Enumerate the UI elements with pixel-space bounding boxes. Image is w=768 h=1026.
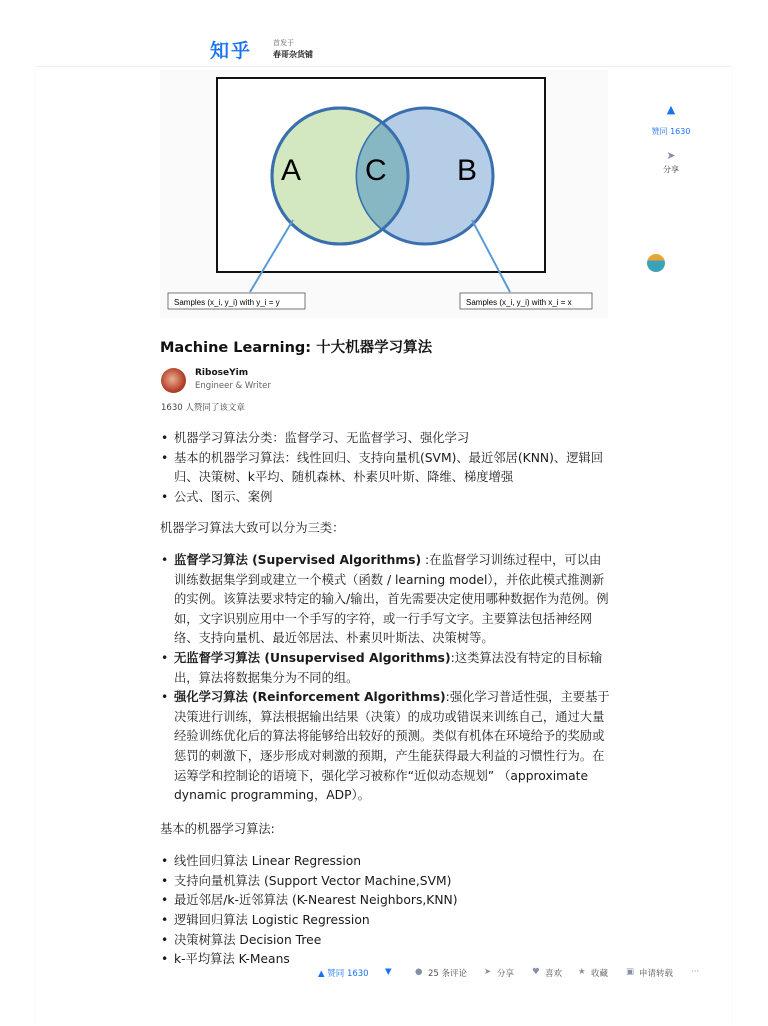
column-link[interactable]: 春哥杂货铺 [273,50,313,59]
caption-left: Samples (x_i, y_i) with y_i = y [174,298,280,307]
star-icon: ★ [578,967,586,977]
more-button[interactable]: ··· [691,967,700,977]
likes-count-text: 1630 人赞同了该文章 [161,403,245,413]
summary-list [160,429,610,507]
list-item: • 决策树算法 Decision Tree [160,931,321,951]
venn-diagram-figure [160,70,608,318]
heart-icon: ♥ [532,967,540,977]
list-item: • 无监督学习算法 (Unsupervised Algorithms):这类算法没有特定的目标输出，算法将数据集分为不同的组。 [160,649,610,688]
list-item: • k-平均算法 K-Means [160,950,290,970]
list-item: • 强化学习算法 (Reinforcement Algorithms):强化学习普适性强，主要基于决策进行训练，算法根据输出结果（决策）的成功或错误来训练自己，通过大量经验训练优化后的算法将能够给出较好的预测。类似有机体在环境给予的奖励或惩罚的刺激下，逐步形成对刺激的预期，产生能获得最大利益的习惯性行为。在运筹学和控制论的语境下，强化学习被称作“近似动态规划” （approximate dynamic programming，ADP）。 [160,688,610,806]
category-list [160,551,610,806]
upvote-arrow-icon[interactable]: ▲ [666,103,676,116]
intro-paragraph: 机器学习算法大致可以分为三类： [160,521,345,536]
upvote-button[interactable]: ▲ 赞同 1630 [318,969,369,979]
article-body [160,429,610,970]
share-button[interactable]: 分享 [497,969,515,979]
label-b: B [457,154,478,187]
reprint-icon: ▣ [626,967,635,977]
article-title: Machine Learning: 十大机器学习算法 [160,340,433,356]
list-item: • 机器学习算法分类：监督学习、无监督学习、强化学习 [160,429,469,449]
list-item: • 支持向量机算法 (Support Vector Machine,SVM) [160,872,451,892]
algorithm-list [160,852,610,970]
floating-sidebar [640,100,702,175]
downvote-button[interactable]: ▼ [385,967,392,977]
comment-icon: ● [415,967,423,977]
bottom-action-bar [310,960,730,988]
published-in-label: 首发于 [273,39,294,47]
label-a: A [281,154,302,187]
caption-right: Samples (x_i, y_i) with x_i = x [466,298,572,307]
favorite-button[interactable]: 收藏 [591,969,609,979]
top-bar [0,0,768,66]
share-plane-icon[interactable]: ➤ [666,149,676,162]
author-role: Engineer & Writer [195,381,271,391]
list-item: • 逻辑回归算法 Logistic Regression [160,911,370,931]
list-item: • 公式、图示、案例 [160,488,272,508]
zhihu-logo[interactable]: 知乎 [210,40,253,62]
author-avatar[interactable] [161,368,186,393]
list-item: • 监督学习算法 (Supervised Algorithms) :在监督学习训练过程中，可以由训练数据集学到或建立一个模式（函数 / learning model），并依此模式推测新的实例。该算法要求特定的输入/输出，首先需要决定使用哪种数据作为范例。例如，文字识别应用中一个手写的字符，或一行手写文字。主要算法包括神经网络、支持向量机、最近邻居法、朴素贝叶斯法、决策树等。 [160,551,610,649]
floating-app-icon[interactable] [647,254,665,272]
reprint-button[interactable]: 申请转载 [639,969,674,979]
label-c: C [365,154,387,187]
sidebar-share-button[interactable]: 分享 [663,165,679,174]
list-item: • 基本的机器学习算法：线性回归、支持向量机(SVM)、最近邻居(KNN)、逻辑回归、决策树、k平均、随机森林、朴素贝叶斯、降维、梯度增强 [160,449,610,488]
like-button[interactable]: 喜欢 [545,969,563,979]
sidebar-upvote-button[interactable]: 赞同 1630 [651,127,691,136]
author-name[interactable]: RiboseYim [195,368,249,378]
basic-heading: 基本的机器学习算法: [160,821,275,836]
share-icon: ➤ [484,967,492,977]
comments-button[interactable]: 25 条评论 [428,969,468,979]
list-item: • 最近邻居/k-近邻算法 (K-Nearest Neighbors,KNN) [160,891,458,911]
list-item: • 线性回归算法 Linear Regression [160,852,361,872]
